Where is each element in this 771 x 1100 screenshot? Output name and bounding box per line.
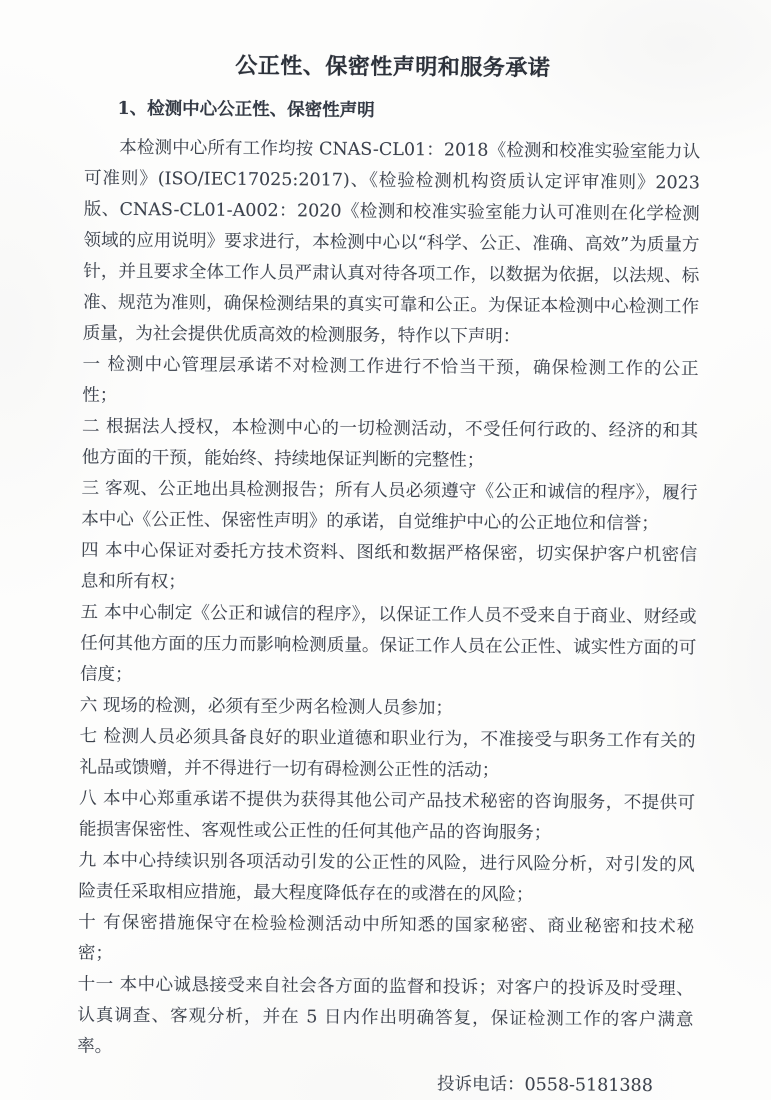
intro-paragraph: 本检测中心所有工作均按 CNAS-CL01：2018《检测和校准实验室能力认可准则》(ISO/IEC17025:2017)、《检验检测机构资质认定评审准则》2023 版、CNAS-CL01-A002：2020《检测和校准实验室能力认可准则在化学检测领域的应用说明》要求进行，本检测中心以“科学、公正、准确、高效”为质量方针，并且要求全体工作人员严肃认真对待各项工作，以数据为依据，以法规、标准、规范为准则，确保检测结果的真实可靠和公正。为保证本检测中心检测工作质量，为社会提供优质高效的检测服务，特作以下声明： [82, 137, 701, 348]
document-title: 公正性、保密性声明和服务承诺 [235, 52, 551, 82]
statement-item: 三 客观、公正地出具检测报告；所有人员必须遵守《公正和诚信的程序》，履行本中心《公正性、保密性声明》的承诺，自觉维护中心的公正地位和信誉； [81, 478, 698, 535]
section-heading: 1、检测中心公正性、保密性声明 [117, 98, 375, 121]
statement-item: 七 检测人员必须具备良好的职业道德和职业行为，不准接受与职务工作有关的礼品或馈赠，并不得进行一切有碍检测公正性的活动； [79, 726, 696, 781]
statement-item: 十一 本中心诚恳接受来自社会各方面的监督和投诉；对客户的投诉及时受理、认真调查、客观分析，并在 5 日内作出明确答复，保证检测工作的客户满意率。 [77, 974, 694, 1057]
complaint-phone: 投诉电话：0558-5181388 [436, 1074, 653, 1097]
statement-item: 六 现场的检测，必须有至少两名检测人员参加； [79, 695, 453, 719]
document-content [77, 48, 701, 1100]
statement-item: 五 本中心制定《公正和诚信的程序》，以保证工作人员不受来自于商业、财经或任何其他方面的压力而影响检测质量。保证工作人员在公正性、诚实性方面的可信度； [80, 602, 697, 685]
statement-item: 十 有保密措施保守在检验检测活动中所知悉的国家秘密、商业秘密和技术秘密； [77, 912, 695, 964]
statement-item: 一 检测中心管理层承诺不对检测工作进行不恰当干预，确保检测工作的公正性； [82, 354, 699, 406]
statement-item: 四 本中心保证对委托方技术资料、图纸和数据严格保密，切实保护客户机密信息和所有权； [80, 540, 698, 593]
statement-item: 八 本中心郑重承诺不提供为获得其他公司产品技术秘密的咨询服务，不提供可能损害保密性、客观性或公正性的任何其他产品的咨询服务； [78, 788, 696, 844]
statement-item: 九 本中心持续识别各项活动引发的公正性的风险，进行风险分析，对引发的风险责任采取相应措施，最大程度降低存在的或潜在的风险； [78, 850, 695, 906]
statement-item: 二 根据法人授权，本检测中心的一切检测活动，不受任何行政的、经济的和其他方面的干预，能始终、持续地保证判断的完整性； [81, 416, 699, 471]
